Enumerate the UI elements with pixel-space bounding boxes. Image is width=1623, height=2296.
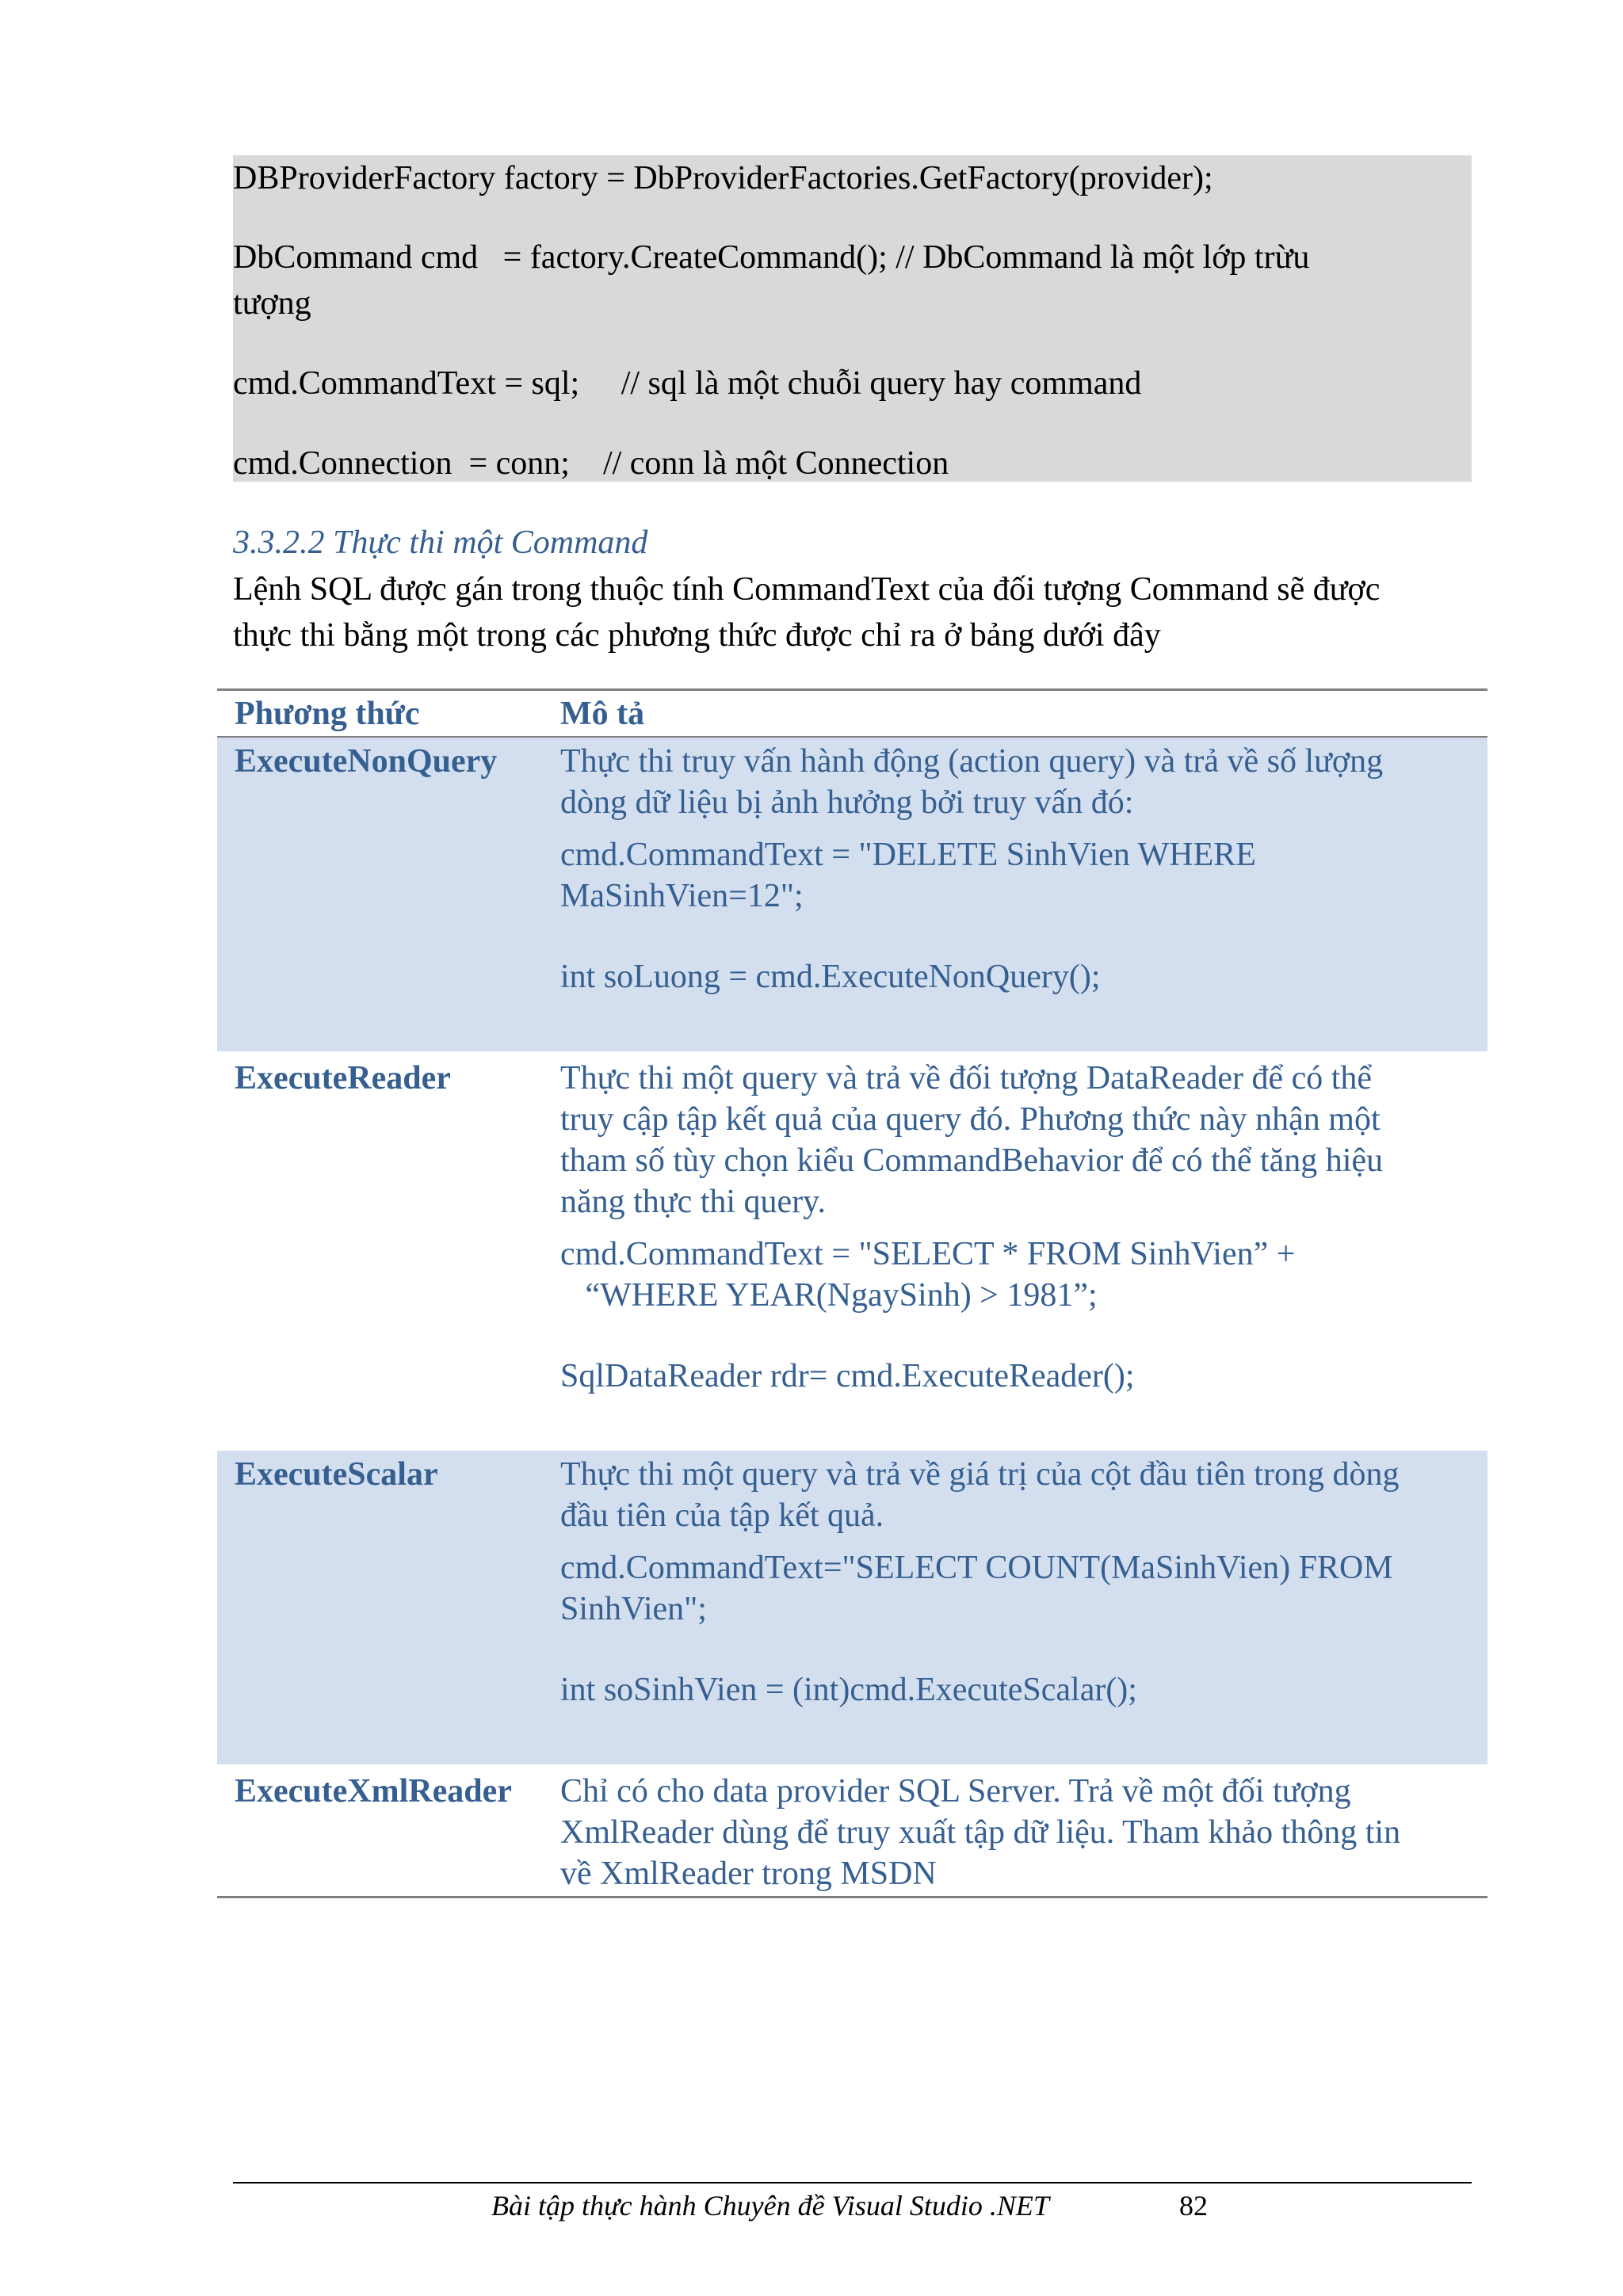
desc-line: Thực thi một query và trả về đối tượng DataReader để có thể xyxy=(560,1060,1373,1097)
desc-line: dòng dữ liệu bị ảnh hưởng bởi truy vấn đó: xyxy=(560,784,1134,821)
method-name: ExecuteScalar xyxy=(235,1456,438,1493)
code-example: “WHERE YEAR(NgaySinh) > 1981”; xyxy=(560,1277,1098,1314)
page-number: 82 xyxy=(1179,2190,1208,2222)
code-example: int soSinhVien = (int)cmd.ExecuteScalar(); xyxy=(560,1672,1137,1708)
method-desc xyxy=(560,1771,1487,1894)
method-desc xyxy=(560,741,1487,823)
code-example: cmd.CommandText = "DELETE SinhVien WHERE xyxy=(560,837,1256,873)
desc-line: truy cập tập kết quả của query đó. Phương thức này nhận một xyxy=(560,1101,1381,1138)
paragraph-line: Lệnh SQL được gán trong thuộc tính CommandText của đối tượng Command sẽ được xyxy=(233,571,1381,608)
footer-rule xyxy=(233,2182,1472,2183)
desc-line: tham số tùy chọn kiểu CommandBehavior để có thể tăng hiệu xyxy=(560,1142,1384,1179)
code-line-connection: cmd.Connection = conn; // conn là một Connection xyxy=(233,445,949,482)
code-example: int soLuong = cmd.ExecuteNonQuery(); xyxy=(560,959,1101,995)
header-method: Phương thức xyxy=(235,696,420,732)
method-name: ExecuteNonQuery xyxy=(235,743,498,780)
table-top-rule xyxy=(217,688,1487,691)
code-line-commandtext: cmd.CommandText = sql; // sql là một chuỗi query hay command xyxy=(233,365,1142,402)
header-description: Mô tả xyxy=(560,696,645,732)
method-desc xyxy=(560,1454,1487,1536)
desc-line: đầu tiên của tập kết quả. xyxy=(560,1497,884,1534)
desc-line: Thực thi truy vấn hành động (action query) và trả về số lượng xyxy=(560,743,1384,780)
desc-line: về XmlReader trong MSDN xyxy=(560,1855,937,1892)
code-line-command: DbCommand cmd = factory.CreateCommand(); // DbCommand là một lớp trừu xyxy=(233,239,1310,276)
code-line-command-cont: tượng xyxy=(233,285,311,322)
code-example: cmd.CommandText = "SELECT * FROM SinhVien” + xyxy=(560,1236,1296,1272)
code-example: SqlDataReader rdr= cmd.ExecuteReader(); xyxy=(560,1358,1135,1394)
desc-line: năng thực thi query. xyxy=(560,1184,826,1220)
intro-paragraph xyxy=(233,566,1485,658)
method-desc xyxy=(560,1058,1487,1222)
section-heading: 3.3.2.2 Thực thi một Command xyxy=(233,524,648,561)
method-name: ExecuteXmlReader xyxy=(235,1773,512,1810)
paragraph-line: thực thi bằng một trong các phương thức được chỉ ra ở bảng dưới đây xyxy=(233,617,1161,654)
code-example: SinhVien"; xyxy=(560,1591,707,1627)
code-example: MaSinhVien=12"; xyxy=(560,878,804,914)
desc-line: XmlReader dùng để truy xuất tập dữ liệu. Tham khảo thông tin xyxy=(560,1814,1401,1851)
table-bottom-rule xyxy=(217,1896,1487,1898)
footer-title: Bài tập thực hành Chuyên đề Visual Studio .NET xyxy=(491,2190,1049,2222)
code-example: cmd.CommandText="SELECT COUNT(MaSinhVien) FROM xyxy=(560,1550,1393,1586)
desc-line: Thực thi một query và trả về giá trị của cột đầu tiên trong dòng xyxy=(560,1456,1400,1493)
desc-line: Chỉ có cho data provider SQL Server. Trả về một đối tượng xyxy=(560,1773,1351,1810)
method-name: ExecuteReader xyxy=(235,1060,451,1097)
code-block xyxy=(233,155,1472,482)
code-line-factory: DBProviderFactory factory = DbProviderFactories.GetFactory(provider); xyxy=(233,160,1213,196)
